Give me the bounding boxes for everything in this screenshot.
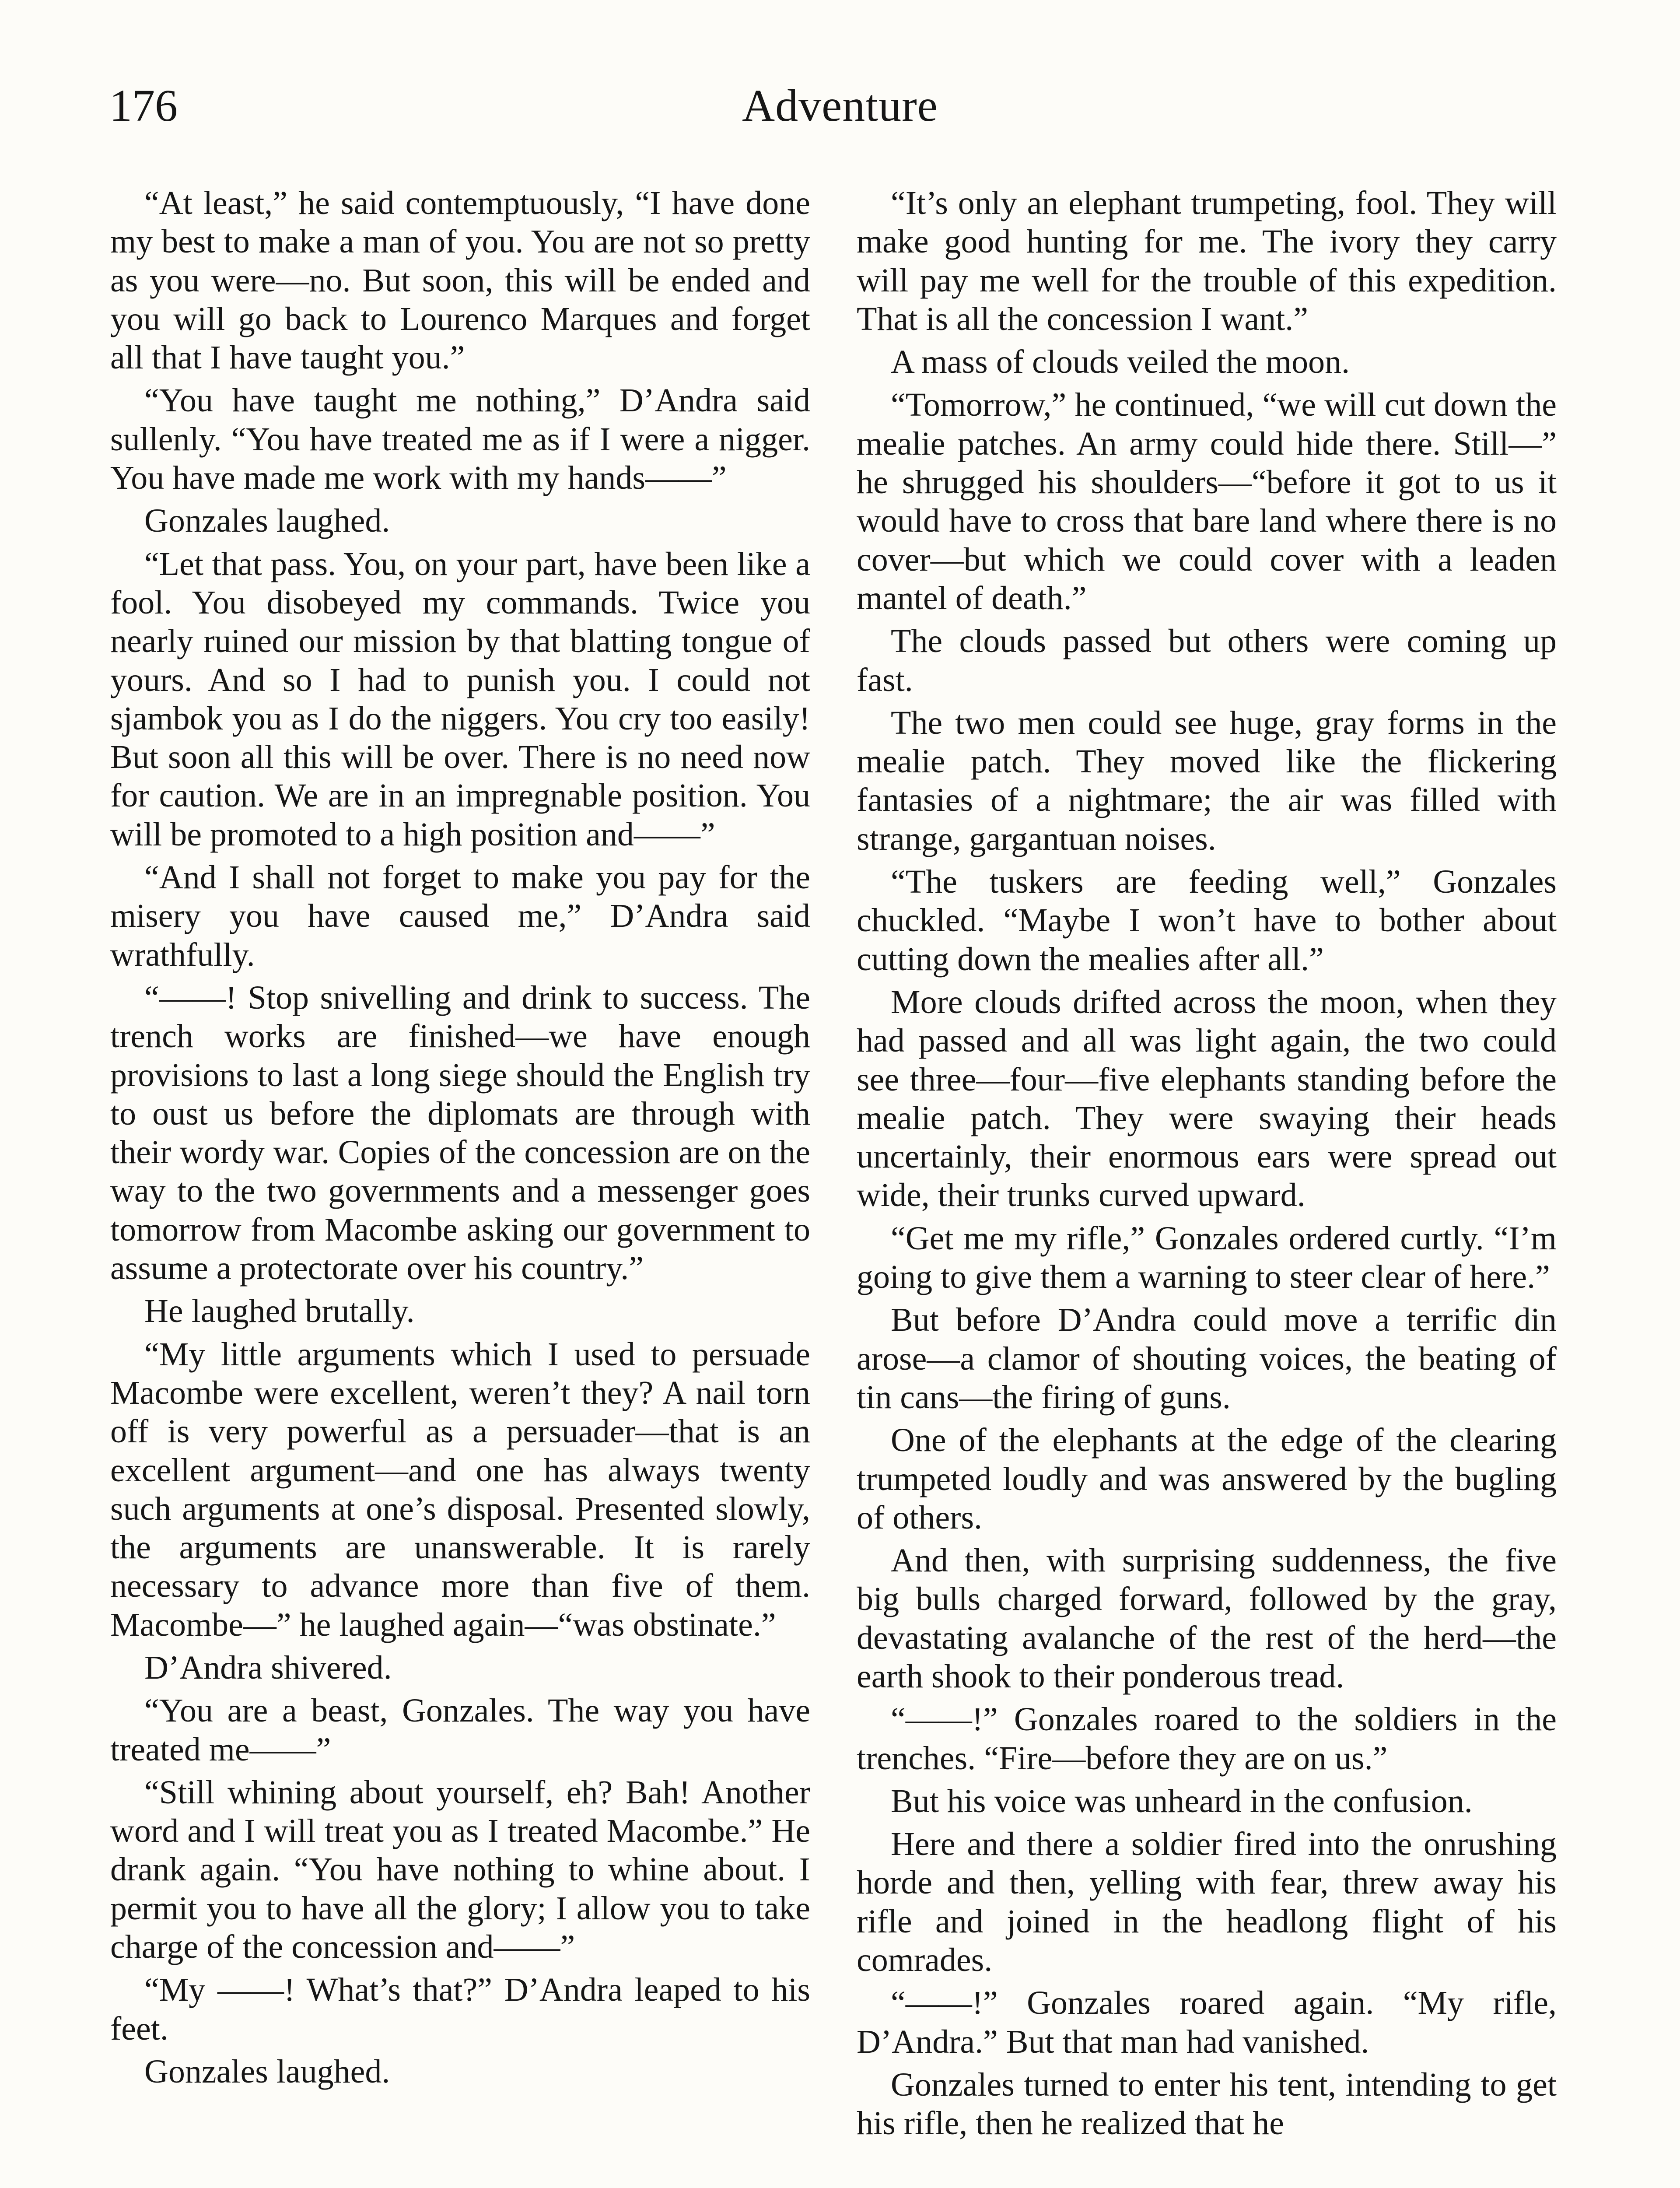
left-text-column [110,184,810,2095]
paragraph: The clouds passed but others were coming up fast. [857,623,1557,698]
paragraph: “At least,” he said contemptuously, “I have done my best to make a man of you. You are not so pretty as you were—no. But soon, this will be ended and you will go back to Lourenco Marques and forget all that I have taught you.” [110,185,810,376]
paragraph: “You are a beast, Gonzales. The way you have treated me——” [110,1692,810,1768]
page-number: 176 [109,81,178,131]
paragraph: “My ——! What’s that?” D’Andra leaped to his feet. [110,1971,810,2047]
paragraph: D’Andra shivered. [144,1649,392,1686]
paragraph: “The tuskers are feeding well,” Gonzales chuckled. “Maybe I won’t have to bother about cutting down the mealies after all.” [857,863,1557,978]
right-text-column [857,184,1557,2147]
paragraph: Gonzales laughed. [144,502,390,540]
paragraph: “And I shall not forget to make you pay for the misery you have caused me,” D’Andra said wrathfully. [110,859,810,973]
paragraph: “It’s only an elephant trumpeting, fool. They will make good hunting for me. The ivory they carry will pay me well for the trouble of this expedition. That is all the concession I want.” [857,185,1557,337]
paragraph: “Tomorrow,” he continued, “we will cut down the mealie patches. An army could hide there. Still—” he shrugged his shoulders—“before it got to us it would have to cross that bare land where there is no cover—but which we could cover with a leaden mantel of death.” [857,386,1557,617]
paragraph: A mass of clouds veiled the moon. [891,344,1350,381]
paragraph: And then, with surprising suddenness, the five big bulls charged forward, followed by the gray, devastating avalanche of the rest of the herd—the earth shook to their ponderous tread. [857,1542,1557,1695]
paragraph: Here and there a soldier fired into the onrushing horde and then, yelling with fear, threw away his rifle and joined in the headlong flight of his comrades. [857,1826,1557,1979]
running-title: Adventure [742,81,938,131]
paragraph: “——!” Gonzales roared again. “My rifle, D’Andra.” But that man had vanished. [857,1985,1557,2060]
paragraph: “You have taught me nothing,” D’Andra said sullenly. “You have treated me as if I were a nigger. You have made me work with my hands——” [110,382,810,497]
paragraph: “My little arguments which I used to persuade Macombe were excellent, weren’t they? A nail torn off is very powerful as a persuader—that is an excellent argument—and one has always twenty such arguments at one’s disposal. Presented slowly, the arguments are unanswerable. It is rarely necessary to advance more than five of them. Macombe—” he laughed again—“was obstinate.” [110,1336,810,1643]
paragraph: But before D’Andra could move a terrific din arose—a clamor of shouting voices, the beating of tin cans—the firing of guns. [857,1301,1557,1416]
paragraph: More clouds drifted across the moon, when they had passed and all was light again, the two could see three—four—five elephants standing before the mealie patch. They were swaying their heads uncertainly, their enormous ears were spread out wide, their trunks curved upward. [857,983,1557,1214]
paragraph: One of the elephants at the edge of the clearing trumpeted loudly and was answered by the bugling of others. [857,1422,1557,1536]
paragraph: The two men could see huge, gray forms in the mealie patch. They moved like the flickering fantasies of a nightmare; the air was filled with strange, gargantuan noises. [857,704,1557,857]
paragraph: Gonzales turned to enter his tent, intending to get his rifle, then he realized that he [857,2066,1557,2142]
paragraph: “Let that pass. You, on your part, have been like a fool. You disobeyed my commands. Twice you nearly ruined our mission by that blatting tongue of yours. And so I had to punish you. I could not sjambok you as I do the niggers. You cry too easily! But soon all this will be over. There is no need now for caution. We are in an impregnable position. You will be promoted to a high position and——” [110,545,810,853]
paragraph: “Still whining about yourself, eh? Bah! Another word and I will treat you as I treated Macombe.” He drank again. “You have nothing to whine about. I permit you to have all the glory; I allow you to take charge of the concession and——” [110,1774,810,1966]
paragraph: “——! Stop snivelling and drink to success. The trench works are finished—we have enough provisions to last a long siege should the English try to oust us before the diplomats are through with their wordy war. Copies of the concession are on the way to the two governments and a messenger goes tomorrow from Macombe asking our government to assume a protectorate over his country.” [110,979,810,1287]
paragraph: “Get me my rifle,” Gonzales ordered curtly. “I’m going to give them a warning to steer clear of here.” [857,1220,1557,1296]
paragraph: He laughed brutally. [144,1293,415,1330]
paragraph: Gonzales laughed. [144,2053,390,2090]
paragraph: “——!” Gonzales roared to the soldiers in the trenches. “Fire—before they are on us.” [857,1701,1557,1777]
paragraph: But his voice was unheard in the confusion. [891,1782,1473,1820]
